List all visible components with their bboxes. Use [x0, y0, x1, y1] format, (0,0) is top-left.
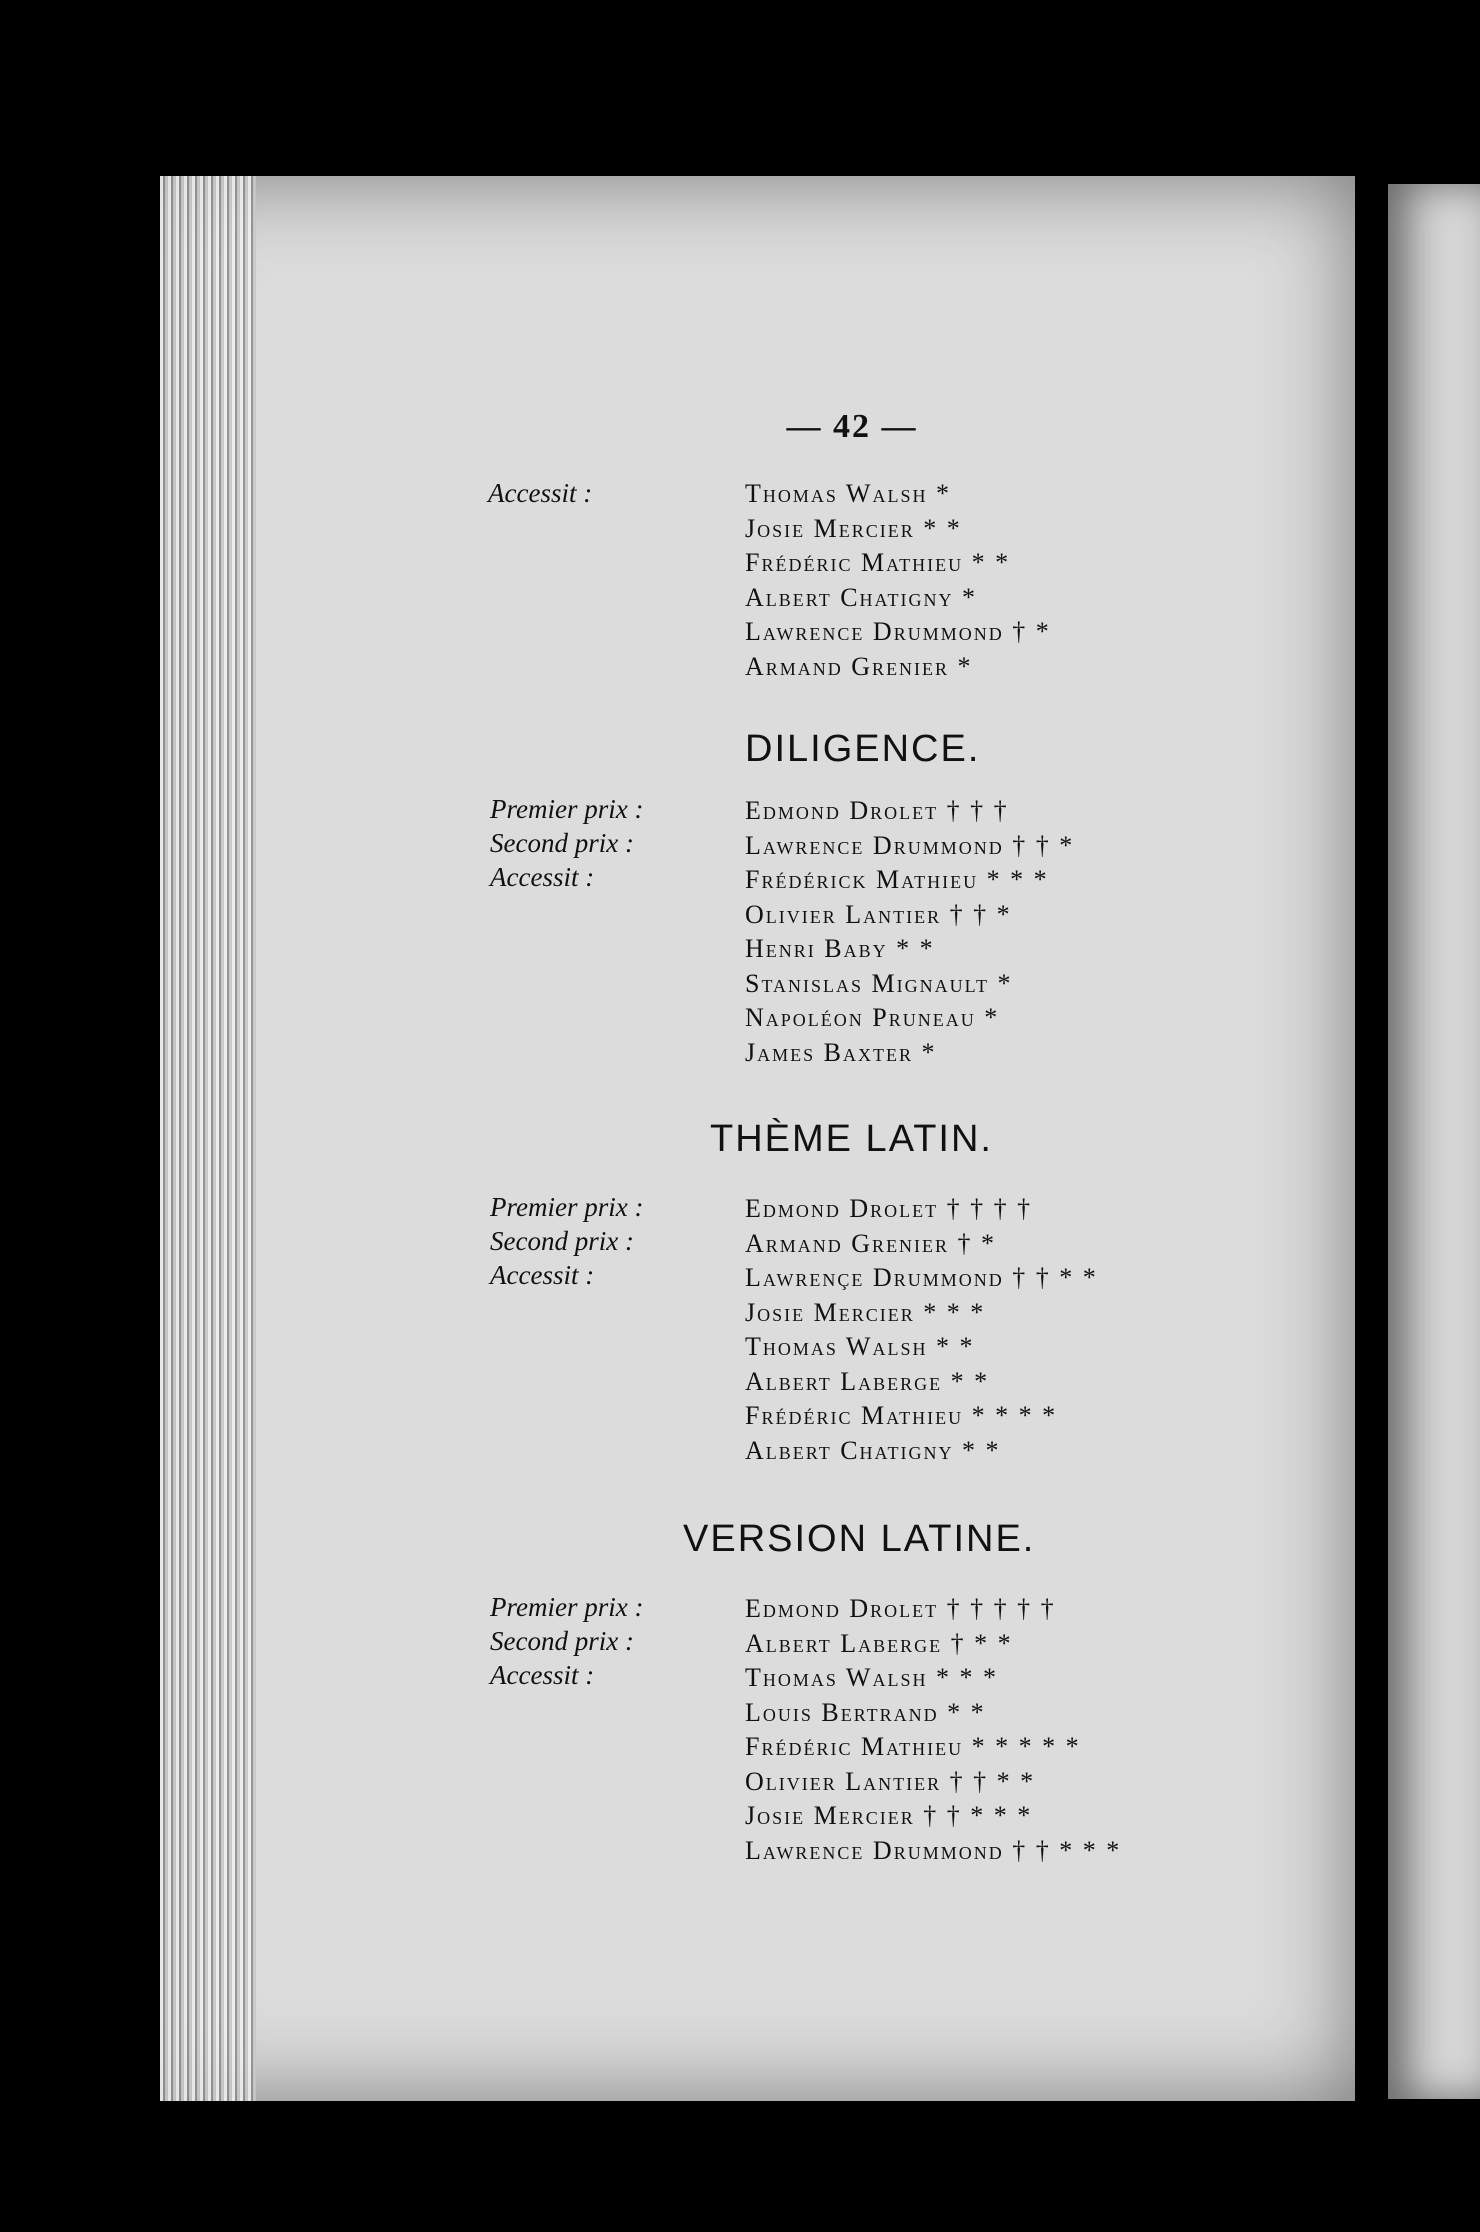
list-item: Olivier Lantier † † * *	[745, 1766, 1036, 1796]
list-item: Olivier Lantier † † *	[745, 899, 1012, 929]
list-item: Napoléon Pruneau *	[745, 1003, 1000, 1032]
names-list	[745, 1192, 1098, 1468]
list-item: Albert Chatigny * *	[745, 1435, 1001, 1465]
section-title-diligence: DILIGENCE.	[745, 728, 981, 770]
list-item: Henri Baby * *	[745, 934, 935, 963]
list-item: Thomas Walsh *	[745, 479, 951, 508]
label-premier-prix: Premier prix :	[490, 794, 644, 824]
list-item: Josie Mercier * *	[745, 513, 962, 543]
list-item: Thomas Walsh * *	[745, 1332, 975, 1361]
list-item: Josie Mercier * * *	[745, 1297, 986, 1327]
list-item: Frédéric Mathieu * *	[745, 548, 1011, 577]
label-second-prix: Second prix :	[490, 828, 634, 858]
facing-page-edge	[1388, 184, 1480, 2099]
list-item: Josie Mercier † † * * *	[745, 1801, 1033, 1830]
list-item: Lawrençe Drummond † † * *	[745, 1263, 1098, 1292]
label-accessit: Accessit :	[488, 478, 593, 508]
list-item: Edmond Drolet † † † † †	[745, 1594, 1056, 1623]
names-list	[745, 794, 1074, 1070]
list-item: Thomas Walsh * * *	[745, 1663, 998, 1692]
label-second-prix: Second prix :	[490, 1626, 634, 1656]
list-item: Lawrence Drummond † † *	[745, 830, 1075, 860]
label-accessit: Accessit :	[490, 862, 595, 892]
list-item: Lawrence Drummond † † * * *	[745, 1835, 1122, 1865]
label-second-prix: Second prix :	[490, 1226, 634, 1256]
label-premier-prix: Premier prix :	[490, 1592, 644, 1622]
section-title-version-latine: VERSION LATINE.	[683, 1518, 1036, 1560]
label-premier-prix: Premier prix :	[490, 1192, 644, 1222]
list-item: Louis Bertrand * *	[745, 1697, 986, 1727]
list-item: Armand Grenier *	[745, 651, 973, 681]
list-item: Frédéric Mathieu * * * * *	[745, 1732, 1081, 1761]
list-item: Frédérick Mathieu * * *	[745, 865, 1049, 894]
section-title-theme-latin: THÈME LATIN.	[710, 1118, 993, 1160]
page-edge	[160, 176, 256, 2101]
list-item: Frédéric Mathieu * * * *	[745, 1401, 1058, 1430]
page-number: — 42 —	[786, 408, 918, 445]
list-item: James Baxter *	[745, 1037, 937, 1067]
list-item: Edmond Drolet † † †	[745, 796, 1009, 825]
list-item: Armand Grenier † *	[745, 1228, 997, 1258]
list-item: Albert Chatigny *	[745, 582, 978, 612]
label-accessit: Accessit :	[490, 1660, 595, 1690]
names-list	[745, 1592, 1121, 1868]
list-item: Albert Laberge † * *	[745, 1628, 1013, 1658]
names-list	[745, 477, 1051, 684]
label-accessit: Accessit :	[490, 1260, 595, 1290]
list-item: Albert Laberge * *	[745, 1366, 990, 1396]
list-item: Edmond Drolet † † † †	[745, 1194, 1033, 1223]
list-item: Stanislas Mignault *	[745, 968, 1013, 998]
list-item: Lawrence Drummond † *	[745, 617, 1051, 646]
